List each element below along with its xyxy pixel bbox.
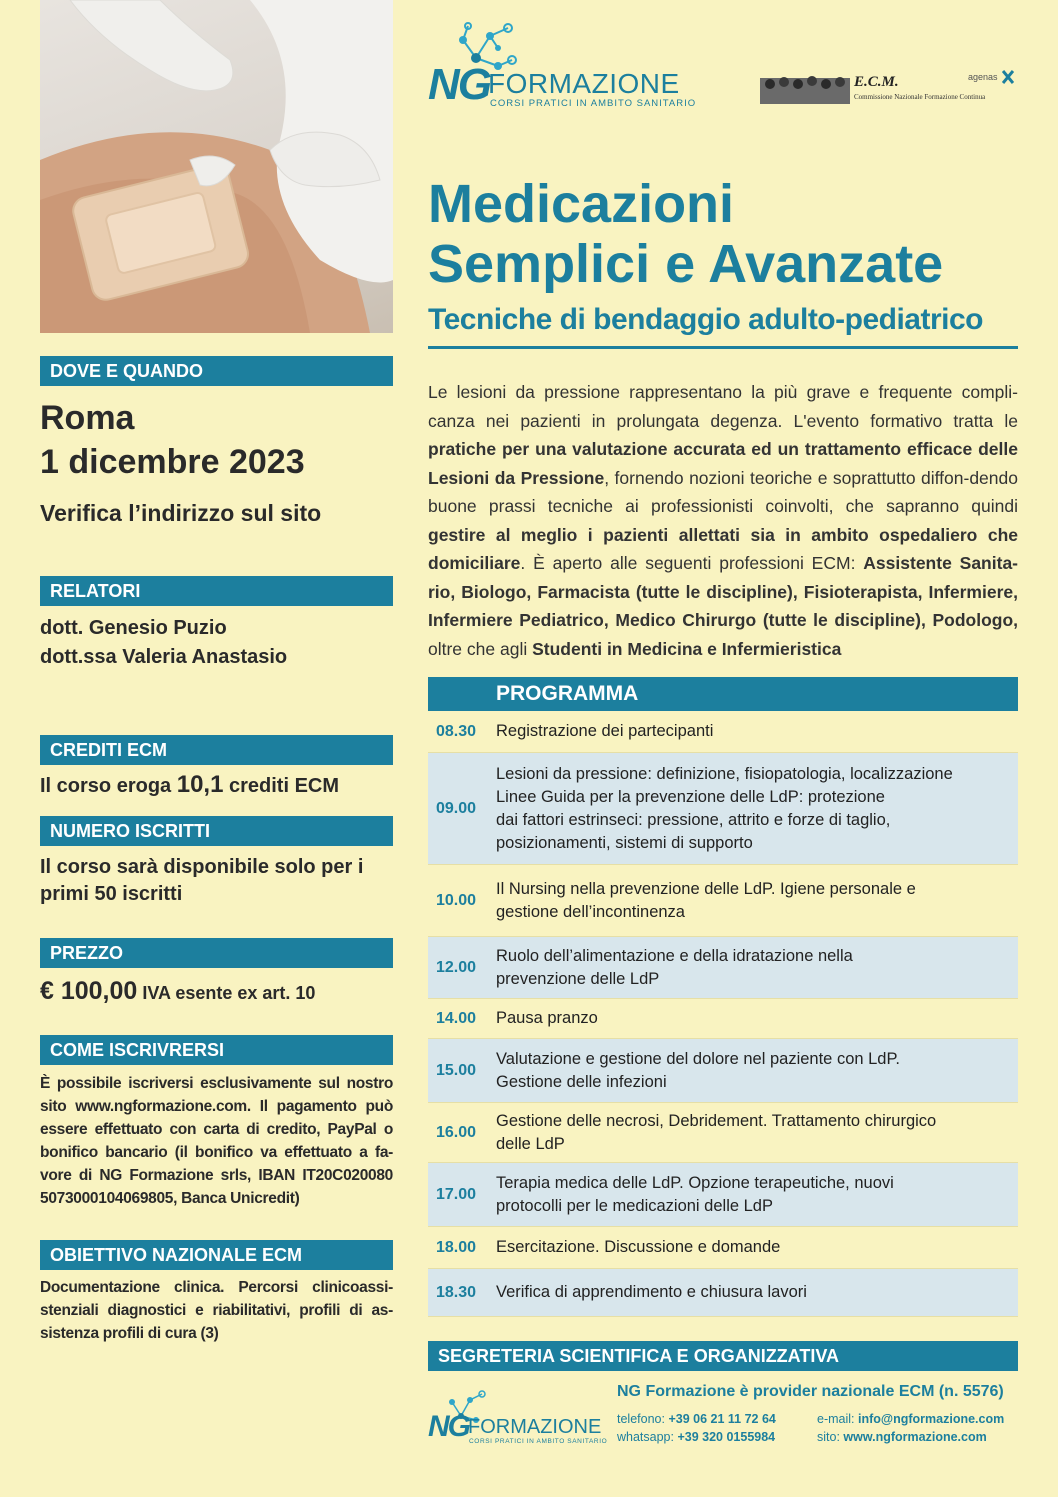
logo-name: FORMAZIONE xyxy=(488,68,680,99)
programma-row xyxy=(428,1269,1018,1317)
phone-number[interactable]: +39 06 21 11 72 64 xyxy=(668,1412,776,1426)
contact-block xyxy=(617,1381,1017,1446)
ecm-subtitle: Commissione Nazionale Formazione Continua xyxy=(854,93,986,101)
programma-heading: PROGRAMMA xyxy=(428,677,1018,711)
dove-heading: DOVE E QUANDO xyxy=(40,356,393,386)
programma-activity xyxy=(496,1110,1018,1156)
iscritti-text: Il corso sarà disponibile solo per i primi 50 iscritti xyxy=(40,856,364,905)
email-label: e-mail: xyxy=(817,1412,855,1426)
contact-whatsapp xyxy=(617,1428,817,1446)
footer-logo-tagline: CORSI PRATICI IN AMBITO SANITARIO xyxy=(469,1438,608,1445)
programma-activity-line: Ruolo dell’alimentazione e della idratazione nella xyxy=(496,946,853,965)
provider-text: NG Formazione è provider nazionale ECM (n. 5576) xyxy=(617,1383,1004,1400)
obiettivo-text: Documentazione clinica. Percorsi clinicoassi-stenziali diagnostici e riabilitativi, profili di as-sistenza profili di cura (3) xyxy=(40,1279,393,1342)
programma-activity-line: Il Nursing nella prevenzione delle LdP. Igiene personale e xyxy=(496,879,916,898)
programma-time: 10.00 xyxy=(436,891,477,909)
title-divider xyxy=(428,346,1018,349)
prezzo-value: € 100,00 xyxy=(40,977,138,1005)
iscriversi-text: È possibile iscriversi esclusivamente sul nostro sito www.ngformazione.com. Il pagamento può essere effettuato con carta di credito, PayPal o bonifico bancario (il bonifico va effettuato a fa-vore di NG Formazione srls, IBAN IT20C020080 5073000104069805, Banca Unicredit) xyxy=(40,1075,393,1207)
programma-activity-line: Gestione delle infezioni xyxy=(496,1072,667,1091)
programma-activity-line: prevenzione delle LdP xyxy=(496,969,660,988)
programma-row xyxy=(428,1039,1018,1103)
programma-time: 12.00 xyxy=(436,958,477,976)
ng-logo-footer xyxy=(428,1388,608,1458)
dove-city: Roma xyxy=(40,399,135,437)
programma-activity-line: dai fattori estrinseci: pressione, attrito e forze di taglio, xyxy=(496,810,891,829)
programma-activity xyxy=(496,945,1018,991)
title-line-1: Medicazioni xyxy=(428,174,735,234)
segreteria-heading: SEGRETERIA SCIENTIFICA E ORGANIZZATIVA xyxy=(428,1341,1018,1371)
programma-activity xyxy=(496,878,1018,924)
programma-activity-line: Gestione delle necrosi, Debridement. Trattamento chirurgico xyxy=(496,1111,937,1130)
intro-bold-3: Assistente Sanita-rio, Biologo, Farmacista (tutte le discipline), Fisioterapista, Infermiere, Infermiere Pediatrico, Medico Chirurgo (tutte le discipline), Podologo, xyxy=(428,553,1018,630)
crediti-heading: CREDITI ECM xyxy=(40,735,393,765)
programma-time: 17.00 xyxy=(436,1185,477,1203)
programma-row xyxy=(428,753,1018,865)
relatore-2: dott.ssa Valeria Anastasio xyxy=(40,646,288,668)
prezzo-note: IVA esente ex art. 10 xyxy=(137,983,316,1003)
programma-row xyxy=(428,937,1018,999)
programma-time: 15.00 xyxy=(436,1061,477,1079)
title-subtitle: Tecniche di bendaggio adulto-pediatrico xyxy=(428,303,983,336)
crediti-text xyxy=(40,770,393,801)
iscriversi-heading: COME ISCRIVRERSI xyxy=(40,1035,393,1065)
contact-site xyxy=(817,1428,1004,1446)
programma-activity-line: Registrazione dei partecipanti xyxy=(496,722,714,740)
intro-text-1: Le lesioni da pressione rappresentano la più grave e frequente compli-canza nei pazienti in prolungata degenza. L'evento formativo tratta le xyxy=(428,382,1018,431)
ecm-logo xyxy=(760,68,1015,108)
programma-activity-line: Valutazione e gestione del dolore nel paziente con LdP. xyxy=(496,1049,900,1068)
programma-activity-line: protocolli per le medicazioni delle LdP xyxy=(496,1196,773,1215)
intro-bold-4: Studenti in Medicina e Infermieristica xyxy=(532,638,842,659)
prezzo-heading: PREZZO xyxy=(40,938,393,968)
crediti-post: crediti ECM xyxy=(223,775,340,797)
relatore-1: dott. Genesio Puzio xyxy=(40,617,227,639)
ecm-title: E.C.M. xyxy=(854,74,899,90)
contact-email xyxy=(817,1410,1004,1428)
agenas-logo: agenas xyxy=(968,72,998,82)
programma-table xyxy=(428,677,1018,1317)
intro-text-2: , fornendo nozioni teoriche e soprattutto diffon-dendo buone prassi tecniche ai professionisti coinvolti, che sapranno quindi xyxy=(428,467,1018,516)
contact-phone xyxy=(617,1410,817,1428)
hero-photo xyxy=(40,0,393,333)
programma-time: 14.00 xyxy=(436,1009,477,1027)
crediti-pre: Il corso eroga xyxy=(40,775,177,797)
dove-date: 1 dicembre 2023 xyxy=(40,443,305,481)
site-link[interactable]: www.ngformazione.com xyxy=(843,1430,987,1444)
logo-tagline: CORSI PRATICI IN AMBITO SANITARIO xyxy=(490,98,697,109)
dove-note: Verifica l’indirizzo sul sito xyxy=(40,500,322,526)
programma-time: 18.30 xyxy=(436,1283,477,1301)
programma-rows xyxy=(428,711,1018,1317)
programma-time: 09.00 xyxy=(436,799,477,817)
programma-activity xyxy=(496,1172,1018,1218)
ng-logo xyxy=(428,18,698,118)
programma-row xyxy=(428,1103,1018,1163)
bandage-illustration xyxy=(40,0,393,333)
programma-activity xyxy=(496,1007,1018,1030)
programma-activity-line: Verifica di apprendimento e chiusura lavori xyxy=(496,1283,807,1301)
intro-text-3: . È aperto alle seguenti professioni ECM: xyxy=(520,553,864,573)
programma-activity-line: Linee Guida per la prevenzione delle LdP: protezione xyxy=(496,787,885,806)
relatori-heading: RELATORI xyxy=(40,576,393,606)
programma-row xyxy=(428,711,1018,753)
intro-bold-1: pratiche per una valutazione accurata ed un trattamento efficace delle Lesioni da Pressione xyxy=(428,439,1018,488)
programma-row xyxy=(428,999,1018,1039)
intro-text-4: oltre che agli xyxy=(428,638,533,659)
programma-time: 08.30 xyxy=(436,722,477,740)
site-label: sito: xyxy=(817,1430,840,1444)
programma-activity-line: Terapia medica delle LdP. Opzione terapeutiche, nuovi xyxy=(496,1173,894,1192)
programma-time: 18.00 xyxy=(436,1238,477,1256)
logo-ng-letters: NG xyxy=(428,60,490,109)
iscritti-heading: NUMERO ISCRITTI xyxy=(40,816,393,846)
title-line-2: Semplici e Avanzate xyxy=(428,234,944,294)
programma-activity-line: Pausa pranzo xyxy=(496,1009,598,1027)
intro-bold-2: gestire al meglio i pazienti allettati sia in ambito ospedaliero che domiciliare xyxy=(428,524,1018,573)
obiettivo-heading: OBIETTIVO NAZIONALE ECM xyxy=(40,1240,393,1270)
programma-activity-line: Esercitazione. Discussione e domande xyxy=(496,1238,781,1256)
programma-activity xyxy=(496,1236,1018,1259)
programma-activity-line: posizionamenti, sistemi di supporto xyxy=(496,833,753,852)
intro-paragraph xyxy=(428,378,1018,663)
footer-logo-ng: NG xyxy=(428,1410,469,1443)
whatsapp-label: whatsapp: xyxy=(617,1430,674,1444)
programma-row xyxy=(428,865,1018,937)
programma-time: 16.00 xyxy=(436,1123,477,1141)
phone-label: telefono: xyxy=(617,1412,665,1426)
programma-activity xyxy=(496,1048,1018,1094)
programma-activity xyxy=(496,763,1018,855)
programma-activity-line: Lesioni da pressione: definizione, fisiopatologia, localizzazione xyxy=(496,764,953,783)
programma-activity xyxy=(496,720,1018,743)
programma-activity-line: gestione dell’incontinenza xyxy=(496,902,685,921)
agenas-mark-icon xyxy=(1002,70,1014,84)
whatsapp-number[interactable]: +39 320 0155984 xyxy=(677,1430,776,1444)
people-image xyxy=(760,68,850,104)
crediti-value: 10,1 xyxy=(176,771,224,798)
email-link[interactable]: info@ngformazione.com xyxy=(858,1412,1005,1426)
programma-row xyxy=(428,1227,1018,1269)
programma-activity-line: delle LdP xyxy=(496,1134,565,1153)
prezzo-text xyxy=(40,976,393,1010)
footer-logo-name: FORMAZIONE xyxy=(468,1416,602,1438)
programma-activity xyxy=(496,1281,1018,1304)
programma-row xyxy=(428,1163,1018,1227)
